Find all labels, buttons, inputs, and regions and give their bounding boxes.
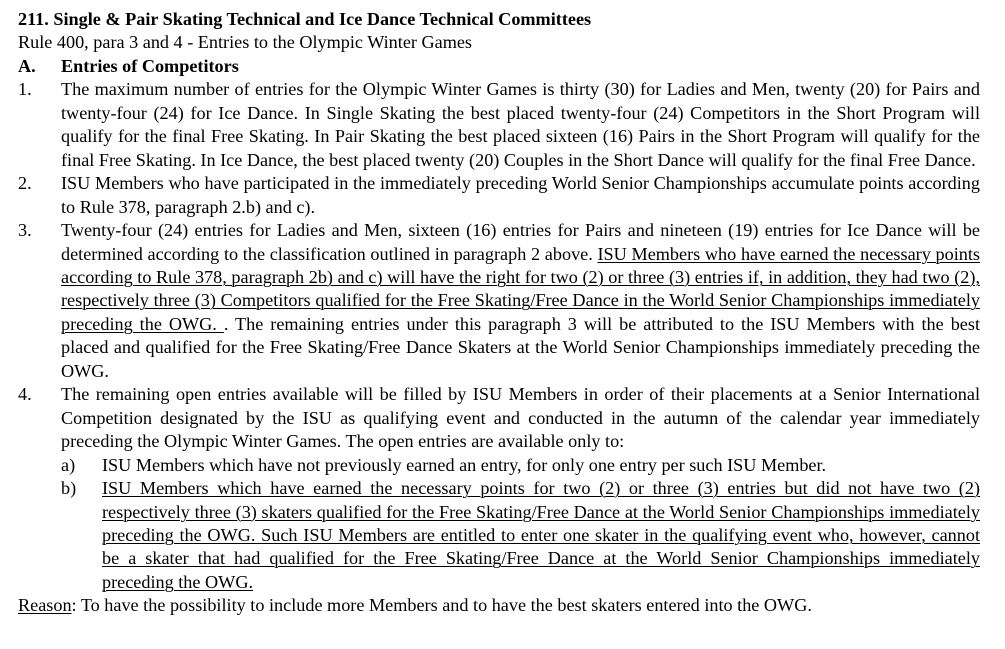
sub-item-b — [61, 477, 980, 594]
item-number: 4. — [18, 384, 32, 405]
amended-text-underlined: ISU Members which have earned the necessary points for two (2) or three (3) entries but did not have two (2) respectively three (3) skaters qualified for the Free Skating/Free Dance at the World Senior Championships immediately preceding the OWG. Such ISU Members are entitled to enter one skater in the qualifying event who, however, cannot be a skater that had qualified for the Free Skating/Free Dance at the World Senior Championships immediately preceding the OWG. — [102, 478, 980, 592]
amended-text-underlined: ISU Members who have earned the necessary points according to Rule 378, paragraph 2b) and c) will have the right for two (2) or three (3) entries if, in addition, they had two (2), respectively three (3) Competitors qualified for the Free Skating/Free Dance in the World Senior Championships immediately preceding the OWG. — [61, 243, 980, 334]
reason-paragraph — [18, 594, 980, 617]
item-text: ISU Members who have participated in the immediately preceding World Senior Championships accumulate points according to Rule 378, paragraph 2.b) and c). — [61, 173, 980, 217]
item-text: The maximum number of entries for the Olympic Winter Games is thirty (30) for Ladies and Men, twenty (20) for Pairs and twenty-four (24) for Ice Dance. In Single Skating the best placed twenty-four (24) Competitors in the Short Program will qualify for the final Free Skating. In Pair Skating the best placed sixteen (16) Pairs in the Short Program will qualify for the final Free Skating. In Ice Dance, the best placed twenty (20) Couples in the Short Dance will qualify for the final Free Dance. — [61, 79, 980, 170]
sub-item-letter: b) — [61, 478, 77, 499]
sub-item-letter: a) — [61, 454, 76, 475]
item-text — [61, 219, 980, 383]
document-heading: 211. Single & Pair Skating Technical and Ice Dance Technical Committees — [18, 9, 592, 29]
item-text: The remaining open entries available will be filled by ISU Members in order of their placements at a Senior International Competition designated by the ISU as qualifying event and conducted in the autumn of the calendar year immediately preceding the Olympic Winter Games. The open entries are available only to: — [61, 384, 980, 452]
section-header — [18, 55, 980, 78]
section-title: Entries of Competitors — [61, 55, 239, 76]
list-item-4 — [18, 383, 980, 453]
list-item-1 — [18, 78, 980, 172]
reason-label: Reason — [18, 595, 72, 616]
list-item-2 — [18, 172, 980, 219]
list-item-3 — [18, 219, 980, 383]
item-text-plain: . The remaining entries under this paragraph 3 will be attributed to the ISU Members with the best placed and qualified for the Free Skating/Free Dance Skaters at the World Senior Championships immediately preceding the OWG. — [61, 313, 980, 381]
item-number: 1. — [18, 79, 32, 100]
reason-text: : To have the possibility to include more Members and to have the best skaters entered into the OWG. — [71, 595, 812, 616]
sub-item-text: ISU Members which have not previously earned an entry, for only one entry per such ISU Member. — [102, 454, 827, 475]
item-number: 2. — [18, 173, 32, 194]
section-marker: A. — [18, 55, 36, 76]
rule-reference: Rule 400, para 3 and 4 - Entries to the Olympic Winter Games — [18, 32, 473, 53]
item-text-plain: Twenty-four (24) entries for Ladies and Men, sixteen (16) entries for Pairs and nineteen (19) entries for Ice Dance will be determined according to the classification outlined in paragraph 2 above. — [61, 220, 980, 264]
item-number: 3. — [18, 220, 32, 241]
sub-item-a — [61, 454, 980, 477]
